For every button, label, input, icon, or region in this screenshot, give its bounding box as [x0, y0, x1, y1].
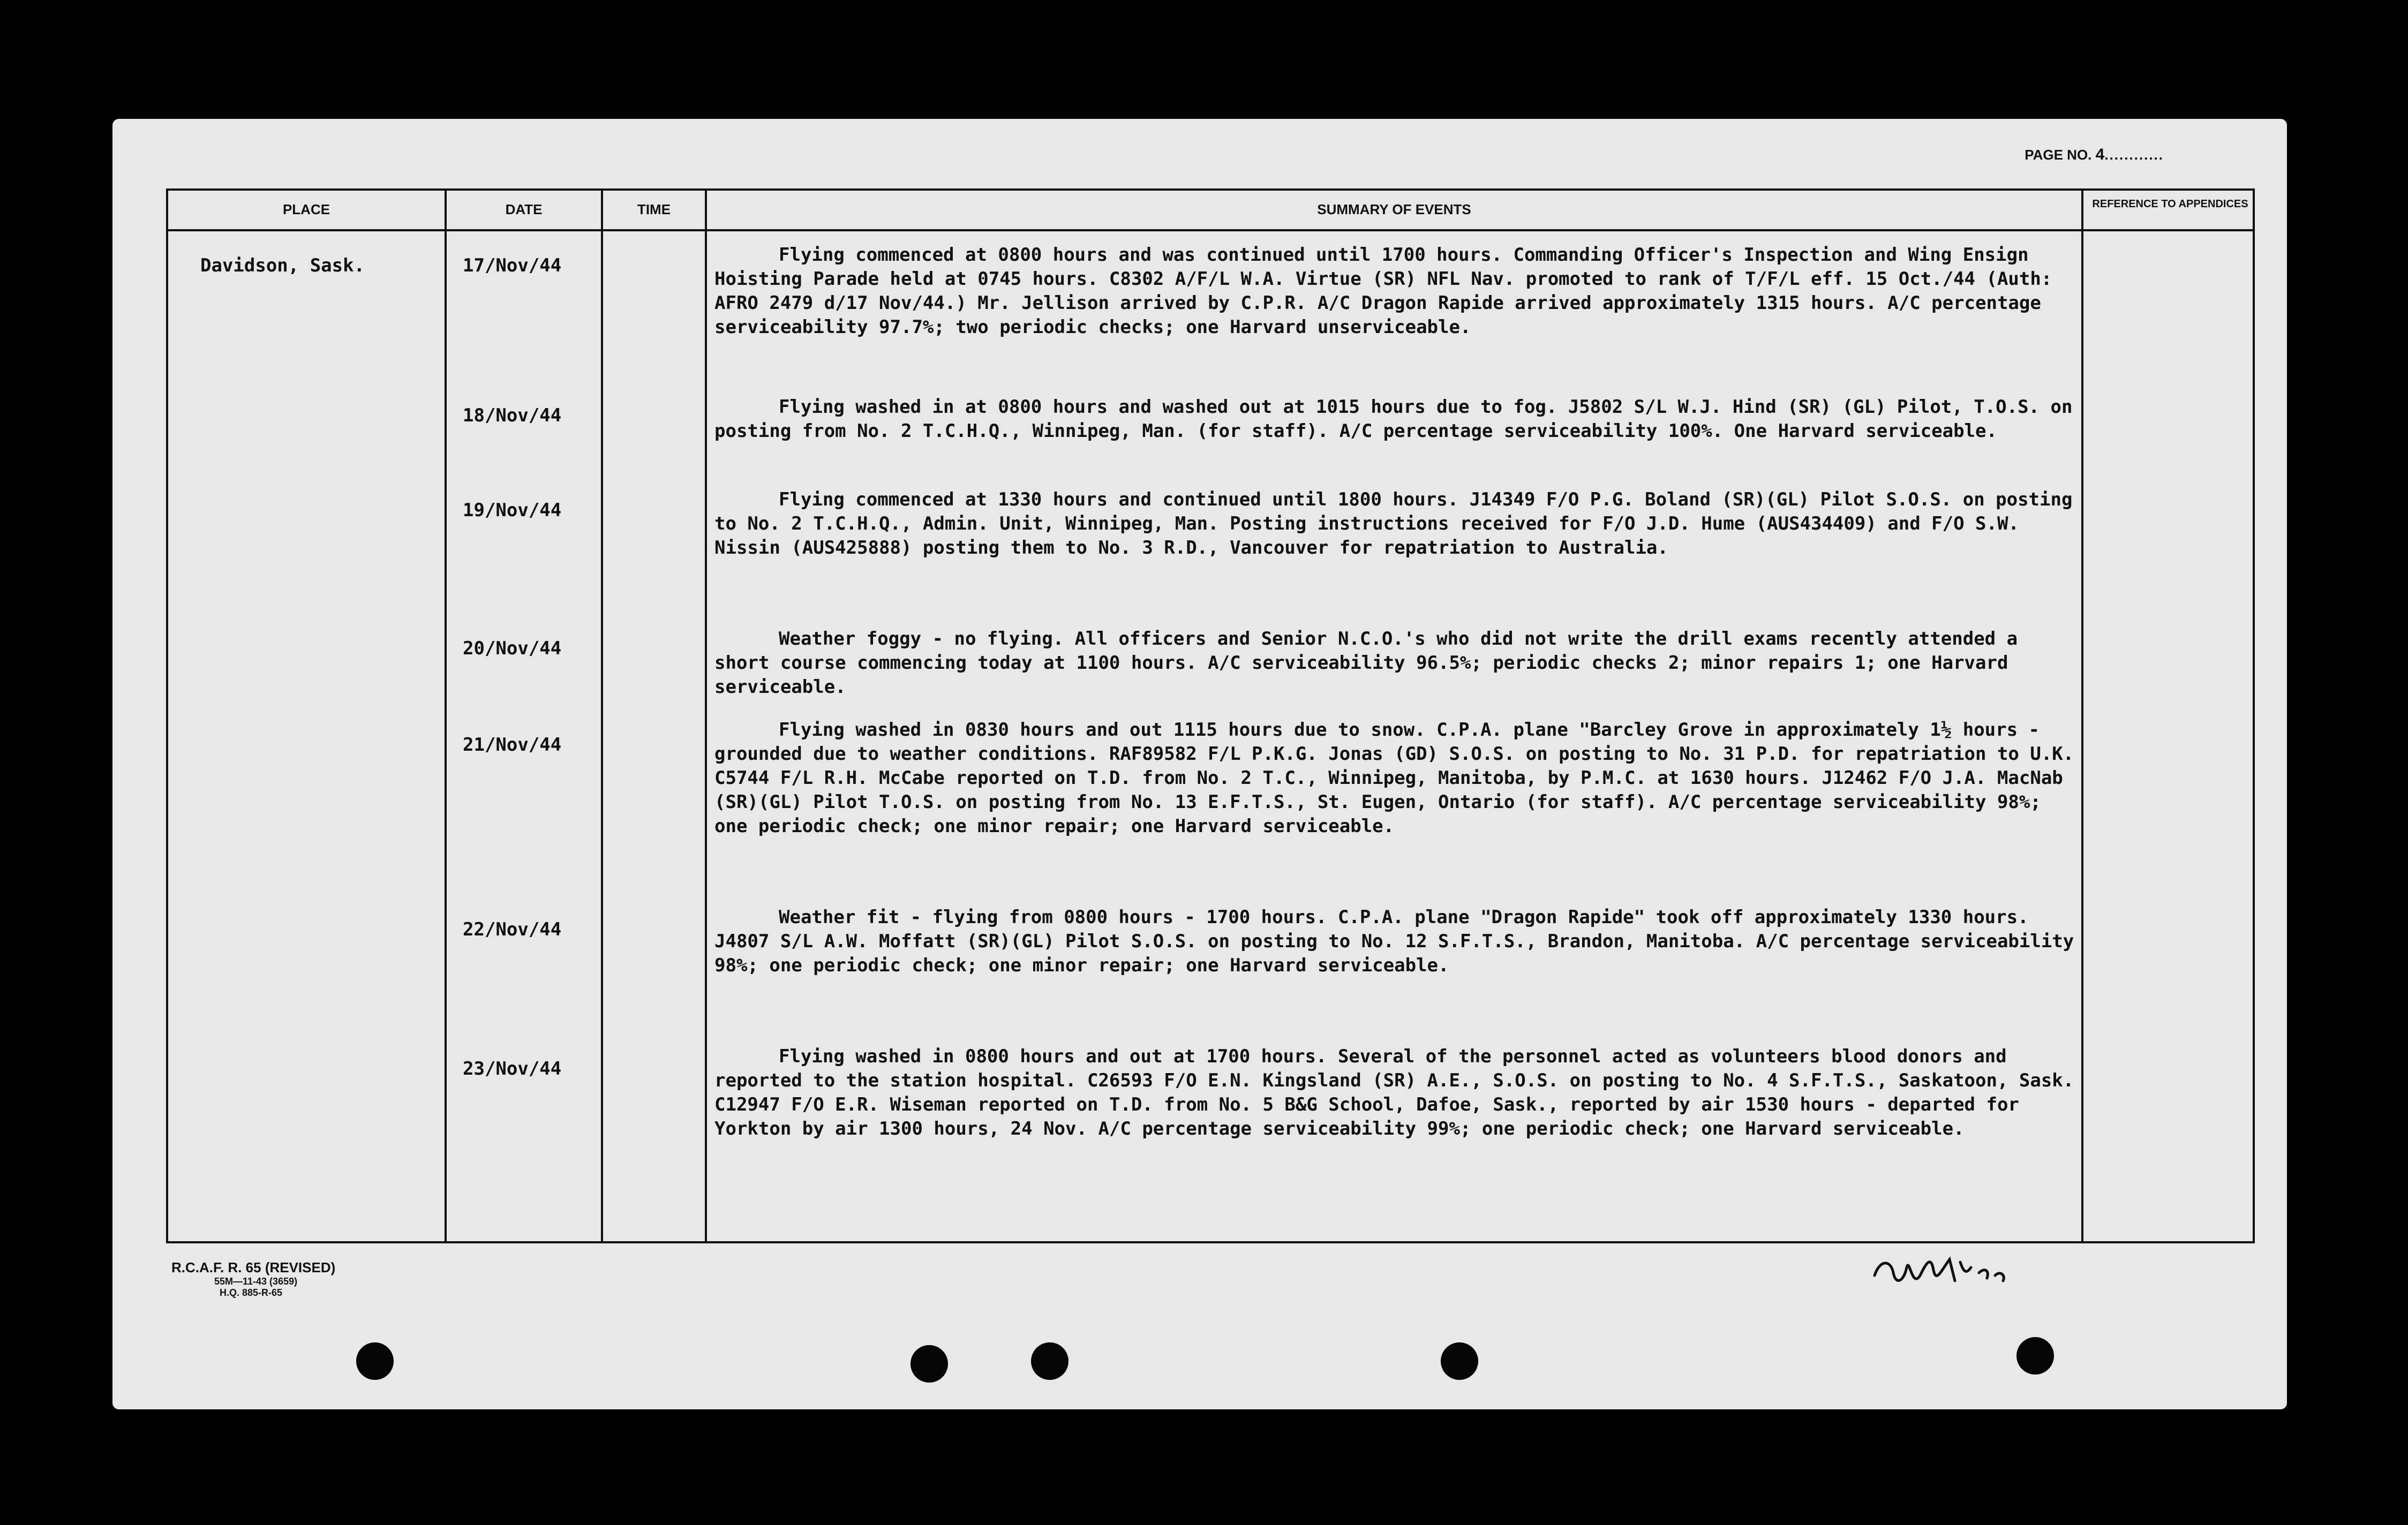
column-rule [445, 191, 447, 1241]
header-summary: SUMMARY OF EVENTS [1317, 201, 1471, 217]
entry-date: 19/Nov/44 [463, 500, 562, 521]
column-rule [601, 191, 603, 1241]
entry-date: 23/Nov/44 [463, 1058, 562, 1079]
header-rule [168, 229, 2253, 231]
header-date: DATE [505, 201, 543, 217]
entry-summary: Flying washed in 0800 hours and out at 1700 hours. Several of the personnel acted as volunteers blood donors and reported to the station hospital. C26593 F/O E.N. Kingsland (SR) A.E., S.O.S. on posting to No. 4 S.F.T.S., Saskatoon, Sask. C12947 F/O E.R. Wiseman reported on T.D. from No. 5 B&G School, Dafoe, Sask., reported by air 1530 hours - departed for Yorkton by air 1300 hours, 24 Nov. A/C percentage serviceability 99%; one periodic check; one Harvard serviceable. [714, 1046, 2074, 1139]
form-number: R.C.A.F. R. 65 (REVISED) [171, 1259, 336, 1275]
diary-table [166, 188, 2255, 1243]
page-number-value: 4 [2095, 146, 2105, 163]
entry-date: 20/Nov/44 [463, 638, 562, 659]
entry-date: 18/Nov/44 [463, 405, 562, 426]
column-rule [705, 191, 707, 1241]
page-number-label: PAGE NO. [2025, 147, 2092, 163]
entry-date: 17/Nov/44 [463, 255, 562, 276]
entry-date: 21/Nov/44 [463, 734, 562, 756]
punch-hole [1441, 1342, 1478, 1380]
place-cell: Davidson, Sask. [200, 255, 365, 276]
entry-summary: Weather foggy - no flying. All officers and Senior N.C.O.'s who did not write the drill exams recently attended a short course commencing today at 1100 hours. A/C serviceability 96.5%; periodic checks 2; minor repairs 1; one Harvard serviceable. [714, 628, 2018, 698]
entry-summary: Flying commenced at 1330 hours and continued until 1800 hours. J14349 F/O P.G. Boland (SR)(GL) Pilot S.O.S. on posting to No. 2 T.C.H.Q., Admin. Unit, Winnipeg, Man. Posting instructions received for F/O J.D. Hume (AUS434409) and F/O S.W. Nissin (AUS425888) posting them to No. 3 R.D., Vancouver for repatriation to Australia. [714, 489, 2073, 558]
entry-summary: Flying washed in 0830 hours and out 1115 hours due to snow. C.P.A. plane "Barcley Grove in approximately 1½ hours - grounded due to weather conditions. RAF89582 F/L P.K.G. Jonas (GD) S.O.S. on posting to No. 31 P.D. for repatriation to U.K. C5744 F/L R.H. McCabe reported on T.D. from No. 2 T.C., Winnipeg, Manitoba, by P.M.C. at 1630 hours. J12462 F/O J.A. MacNab (SR)(GL) Pilot T.O.S. on posting from No. 13 E.F.T.S., St. Eugen, Ontario (for staff). A/C percentage serviceability 98%; one periodic check; one minor repair; one Harvard serviceable. [714, 719, 2074, 837]
entry-summary: Weather fit - flying from 0800 hours - 1700 hours. C.P.A. plane "Dragon Rapide" took off approximately 1330 hours. J4807 S/L A.W. Moffatt (SR)(GL) Pilot S.O.S. on posting to No. 12 S.F.T.S., Brandon, Manitoba. A/C percentage serviceability 98%; one periodic check; one minor repair; one Harvard serviceable. [714, 907, 2074, 976]
form-print-code: 55M—11-43 (3659) [214, 1276, 298, 1287]
diary-sheet [112, 119, 2287, 1409]
form-identifier [171, 1259, 335, 1298]
header-reference: REFERENCE TO APPENDICES [2092, 198, 2248, 210]
punch-hole [1031, 1342, 1068, 1380]
entry-summary: Flying washed in at 0800 hours and washed out at 1015 hours due to fog. J5802 S/L W.J. Hind (SR) (GL) Pilot, T.O.S. on posting from No. 2 T.C.H.Q., Winnipeg, Man. (for staff). A/C percentage serviceability 100%. One Harvard serviceable. [714, 396, 2073, 442]
page-number [2025, 146, 2164, 164]
handwritten-signature [1869, 1238, 2008, 1302]
punch-hole [356, 1342, 394, 1380]
form-hq-code: H.Q. 885-R-65 [220, 1287, 283, 1298]
header-time: TIME [637, 201, 671, 217]
page-number-dots: ............ [2104, 147, 2164, 163]
punch-hole [910, 1345, 948, 1383]
entry-summary: Flying commenced at 0800 hours and was continued until 1700 hours. Commanding Officer's Inspection and Wing Ensign Hoisting Parade held at 0745 hours. C8302 A/F/L W.A. Virtue (SR) NFL Nav. promoted to rank of T/F/L eff. 15 Oct./44 (Auth: AFRO 2479 d/17 Nov/44.) Mr. Jellison arrived by C.P.R. A/C Dragon Rapide arrived approximately 1315 hours. A/C percentage serviceability 97.7%; two periodic checks; one Harvard unserviceable. [714, 244, 2052, 338]
header-place: PLACE [282, 201, 330, 217]
entry-date: 22/Nov/44 [463, 919, 562, 940]
column-rule [2081, 191, 2083, 1241]
punch-hole [2016, 1337, 2054, 1375]
